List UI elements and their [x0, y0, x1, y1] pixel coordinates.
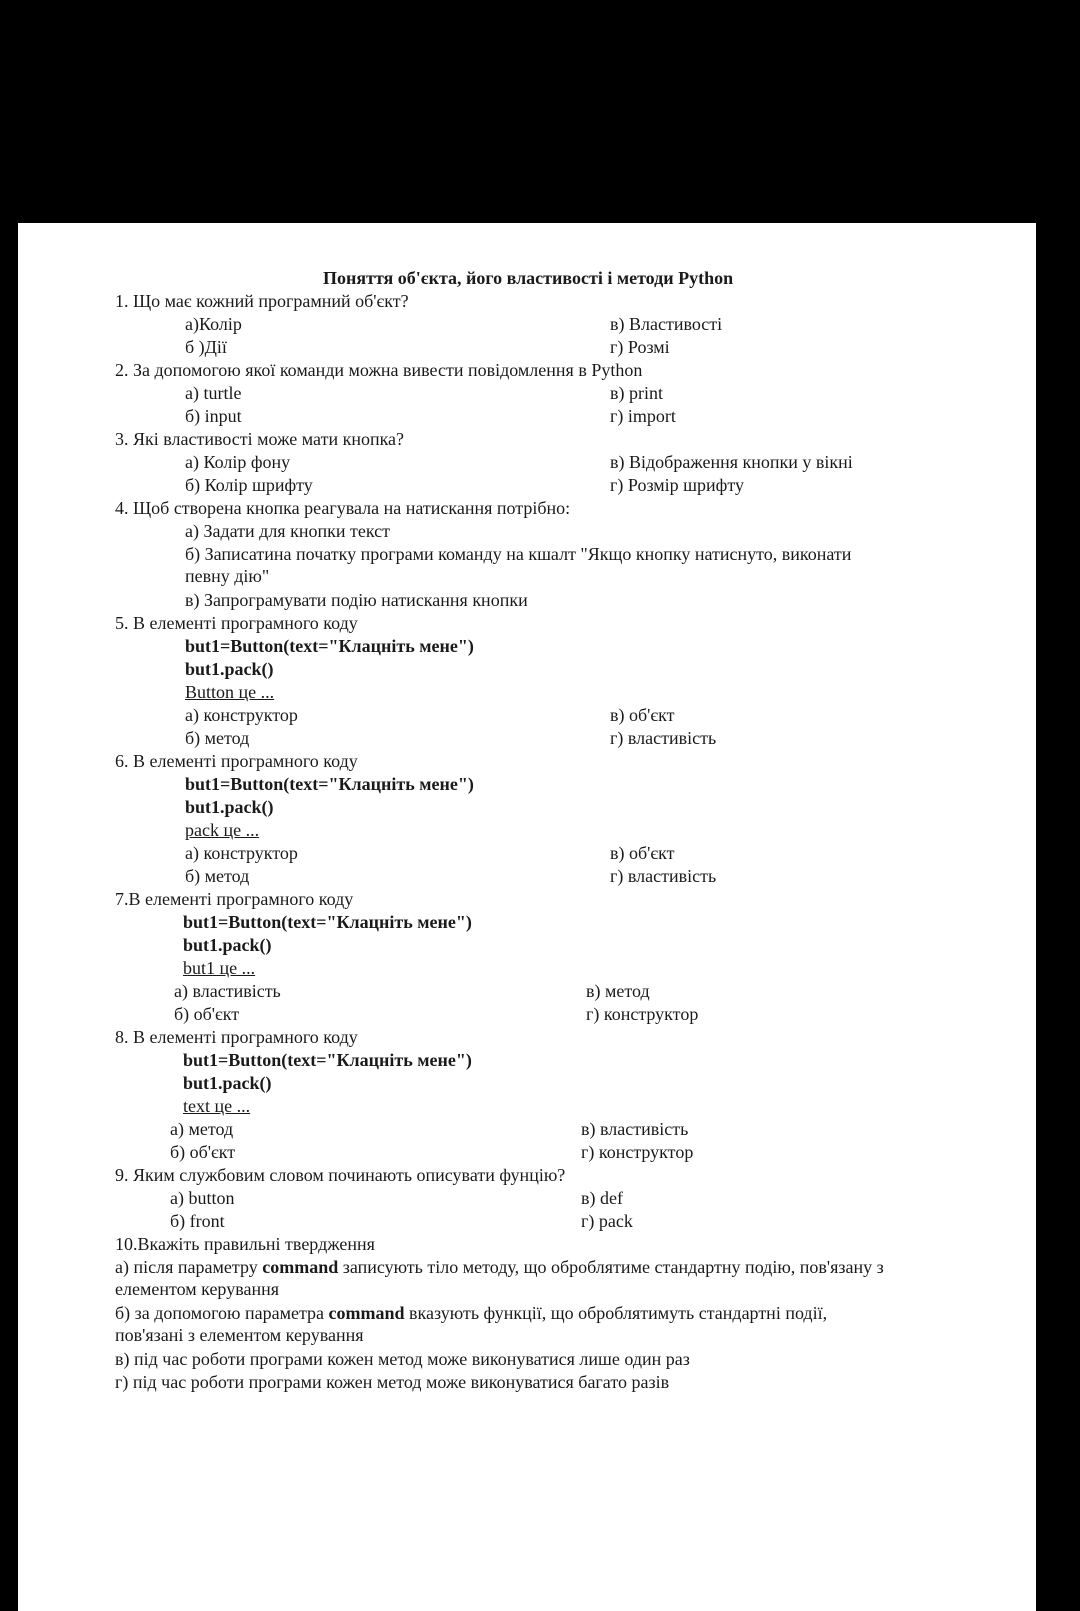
q1-option-g: г) Розмі: [610, 337, 670, 357]
q4-option-b: б) Записатина початку програми команду на кшалт "Якщо кнопку натиснуто, виконати: [185, 544, 852, 564]
question-3: 3. Які властивості може мати кнопка?: [115, 429, 405, 449]
q10-option-a-post: записують тіло методу, що оброблятиме стандартну подію, пов'язану з: [338, 1257, 884, 1277]
q5-option-b: б) метод: [185, 728, 250, 748]
q7-code-line-1: but1=Button(text="Клацніть мене"): [183, 912, 472, 932]
q8-option-a: а) метод: [170, 1119, 234, 1139]
q6-option-b: б) метод: [185, 866, 250, 886]
q10-option-g: г) під час роботи програми кожен метод може виконуватися багато разів: [115, 1372, 670, 1392]
q6-option-g: г) властивість: [610, 866, 717, 886]
q6-option-a: а) конструктор: [185, 843, 298, 863]
q6-code-line-1: but1=Button(text="Клацніть мене"): [185, 774, 474, 794]
q10-option-a: [115, 1256, 884, 1278]
q10-option-a-keyword: command: [262, 1257, 339, 1277]
q10-option-a-pre: а) після параметру: [115, 1257, 263, 1277]
question-1: 1. Що має кожний програмний об'єкт?: [115, 291, 409, 311]
q5-option-g: г) властивість: [610, 728, 717, 748]
q8-code-line-2: but1.pack(): [183, 1073, 272, 1093]
q10-option-b-keyword: command: [328, 1303, 405, 1323]
q2-option-a: а) turtle: [185, 383, 242, 403]
q6-prompt: pack це ...: [185, 820, 260, 840]
q10-option-b-cont: пов'язані з елементом керування: [115, 1325, 364, 1345]
q2-option-g: г) import: [610, 406, 676, 426]
q3-option-v: в) Відображення кнопки у вікні: [610, 452, 853, 472]
question-10: 10.Вкажіть правильні твердження: [115, 1234, 375, 1254]
q2-option-v: в) print: [610, 383, 663, 403]
q10-option-v: в) під час роботи програми кожен метод може виконуватися лише один раз: [115, 1349, 690, 1369]
question-4: 4. Щоб створена кнопка реагувала на натискання потрібно:: [115, 498, 571, 518]
q9-option-a: а) button: [170, 1188, 235, 1208]
q8-option-v: в) властивість: [581, 1119, 689, 1139]
q5-code-line-2: but1.pack(): [185, 659, 274, 679]
q7-code-line-2: but1.pack(): [183, 935, 272, 955]
q4-option-b-cont: певну дію": [185, 566, 270, 586]
q8-code-line-1: but1=Button(text="Клацніть мене"): [183, 1050, 472, 1070]
question-2: 2. За допомогою якої команди можна вивести повідомлення в Python: [115, 360, 643, 380]
q5-option-v: в) об'єкт: [610, 705, 675, 725]
q10-option-b-pre: б) за допомогою параметра: [115, 1303, 329, 1323]
q3-option-a: а) Колір фону: [185, 452, 291, 472]
q1-option-v: в) Властивості: [610, 314, 723, 334]
question-7: 7.В елементі програмного коду: [115, 889, 354, 909]
page-title: Поняття об'єкта, його властивості і методи Python: [323, 268, 734, 288]
question-8: 8. В елементі програмного коду: [115, 1027, 358, 1047]
question-5: 5. В елементі програмного коду: [115, 613, 358, 633]
q10-option-b: [115, 1302, 827, 1324]
q4-option-a: а) Задати для кнопки текст: [185, 521, 390, 541]
q7-prompt: but1 це ...: [183, 958, 256, 978]
worksheet-page: [18, 223, 1036, 1611]
q1-option-a: а)Колір: [185, 314, 242, 334]
q8-option-g: г) конструктор: [581, 1142, 694, 1162]
q5-prompt: Button це ...: [185, 682, 275, 702]
q9-option-v: в) def: [581, 1188, 623, 1208]
q9-option-b: б) front: [170, 1211, 225, 1231]
q4-option-v: в) Запрограмувати подію натискання кнопки: [185, 590, 528, 610]
q7-option-g: г) конструктор: [586, 1004, 699, 1024]
q10-option-a-cont: елементом керування: [115, 1279, 279, 1299]
q7-option-b: б) об'єкт: [174, 1004, 240, 1024]
q9-option-g: г) pack: [581, 1211, 633, 1231]
q7-option-v: в) метод: [586, 981, 650, 1001]
q5-code-line-1: but1=Button(text="Клацніть мене"): [185, 636, 474, 656]
q3-option-b: б) Колір шрифту: [185, 475, 313, 495]
q6-option-v: в) об'єкт: [610, 843, 675, 863]
q10-option-b-post: вказують функції, що оброблятимуть стандартні події,: [404, 1303, 828, 1323]
question-9: 9. Яким службовим словом починають описувати фунцію?: [115, 1165, 566, 1185]
q1-option-b: б )Дії: [185, 337, 227, 357]
q8-option-b: б) об'єкт: [170, 1142, 236, 1162]
question-6: 6. В елементі програмного коду: [115, 751, 358, 771]
q6-code-line-2: but1.pack(): [185, 797, 274, 817]
q3-option-g: г) Розмір шрифту: [610, 475, 744, 495]
q5-option-a: а) конструктор: [185, 705, 298, 725]
q8-prompt: text це ...: [183, 1096, 251, 1116]
q7-option-a: а) властивість: [174, 981, 281, 1001]
q2-option-b: б) input: [185, 406, 242, 426]
